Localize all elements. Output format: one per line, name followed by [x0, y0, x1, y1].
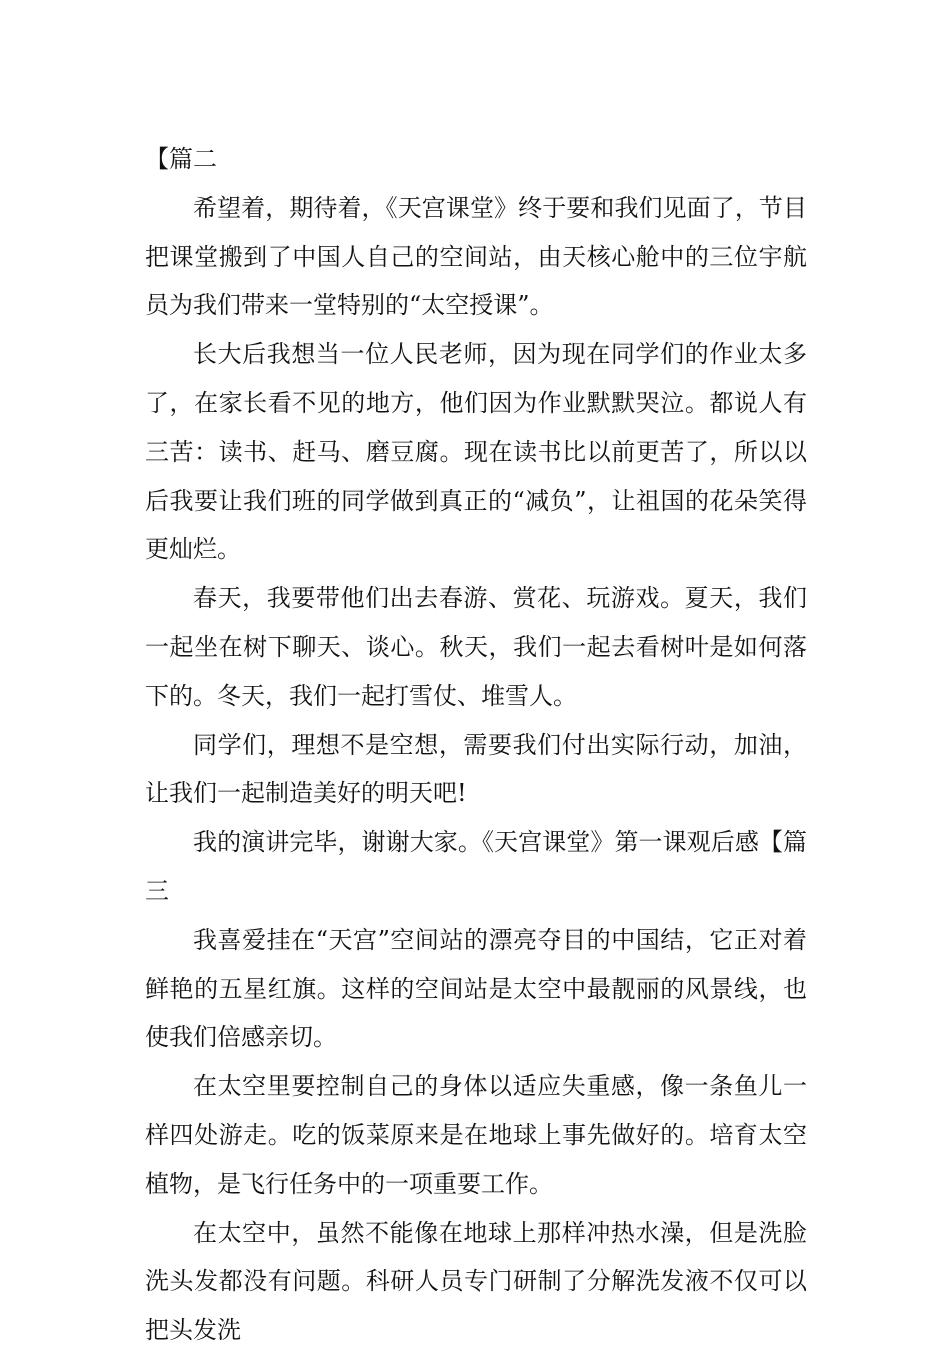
paragraph-7: 在太空里要控制自己的身体以适应失重感，像一条鱼儿一样四处游走。吃的饭菜原来是在地球上事先做好的。培育太空植物，是飞行任务中的一项重要工作。	[145, 1072, 807, 1198]
paragraph-4: 同学们，理想不是空想，需要我们付出实际行动，加油，让我们一起制造美好的明天吧!	[145, 730, 807, 808]
paragraph-6: 我喜爱挂在“天宫”空间站的漂亮夺目的中国结，它正对着鲜艳的五星红旗。这样的空间站是太空中最靓丽的风景线，也使我们倍感亲切。	[145, 925, 807, 1052]
section-heading: 【篇二	[145, 145, 217, 173]
paragraph-3: 春天，我要带他们出去春游、赏花、玩游戏。夏天，我们一起坐在树下聊天、谈心。秋天，我们一起去看树叶是如何落下的。冬天，我们一起打雪仗、堆雪人。	[145, 584, 807, 710]
paragraph-2: 长大后我想当一位人民老师，因为现在同学们的作业太多了，在家长看不见的地方，他们因为作业默默哭泣。都说人有三苦：读书、赶马、磨豆腐。现在读书比以前更苦了，所以以后我要让我们班的同学做到真正的“减负”，让祖国的花朵笑得更灿烂。	[145, 340, 807, 564]
paragraph-1: 希望着，期待着，《天宫课堂》终于要和我们见面了，节目把课堂搬到了中国人自己的空间站，由天核心舱中的三位宇航员为我们带来一堂特别的“太空授课”。	[145, 193, 807, 320]
document-body	[145, 135, 807, 1355]
paragraph-5: 我的演讲完毕，谢谢大家。《天宫课堂》第一课观后感【篇三	[145, 828, 807, 905]
paragraph-8: 在太空中，虽然不能像在地球上那样冲热水澡，但是洗脸洗头发都没有问题。科研人员专门研制了分解洗发液不仅可以把头发洗	[145, 1218, 807, 1345]
